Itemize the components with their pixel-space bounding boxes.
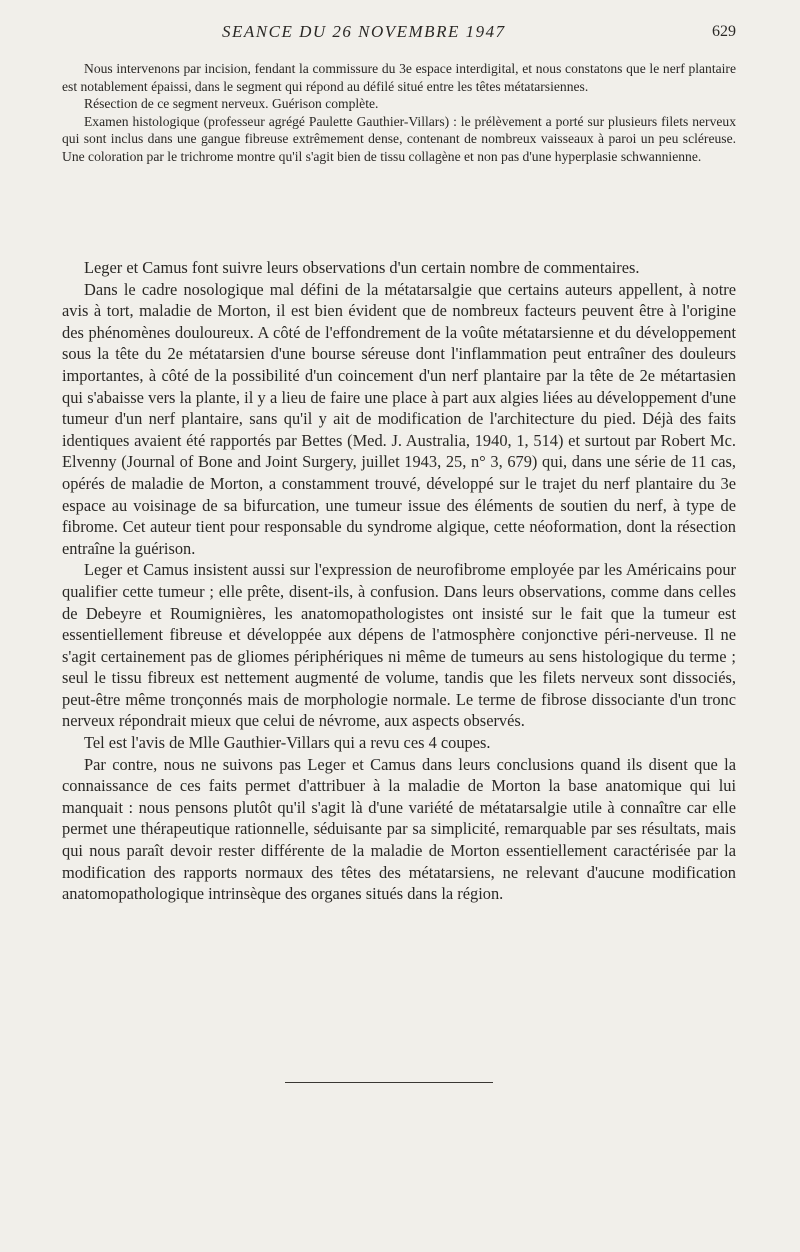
running-header (62, 22, 736, 46)
discussion-paragraph: Leger et Camus insistent aussi sur l'expression de neurofibrome employée par les Américains pour qualifier cette tumeur ; elle prête, disent-ils, à confusion. Dans leurs observations, comme dans celles de Debeyre et Roumignières, les anatomopathologistes ont insisté sur le fait que la tumeur est essentiellement fibreuse et développée aux dépens de l'atmosphère conjonctive péri-nerveuse. Il ne s'agit certainement pas de gliomes périphériques ni même de tumeurs au sens histologique du terme ; seul le tissu fibreux est nettement augmenté de volume, tandis que les filets nerveux sont dissociés, peut-être même tronçonnés mais de morphologie normale. Le terme de fibrose dissociante d'un tronc nerveux répondrait mieux que celui de névrome, aux aspects observés. (62, 560, 736, 731)
discussion-paragraph: Par contre, nous ne suivons pas Leger et Camus dans leurs conclusions quand ils disent que la connaissance de ces faits permet d'attribuer à la maladie de Morton la base anatomique qui lui manquait : nous pensons plutôt qu'il s'agit là d'une variété de métatarsalgie utile à connaître car elle permet une thérapeutique rationnelle, séduisante par sa simplicité, remarquable par ses résultats, mais qui nous paraît devoir rester différente de la maladie de Morton essentiellement caractérisée par la modification des rapports normaux des têtes des métatarsiens, ne relevant d'aucune modification anatomopathologique intrinsèque des organes situés dans la région. (62, 754, 736, 904)
case-report (62, 60, 736, 166)
discussion-paragraph: Dans le cadre nosologique mal défini de la métatarsalgie que certains auteurs appellent, à notre avis à tort, maladie de Morton, il est bien évident que de nombreux facteurs peuvent être à l'origine des phénomènes douloureux. A côté de l'effondrement de la voûte métatarsienne et du développement sous la tête du 2e métatarsien d'une bourse séreuse dont l'inflammation peut entraîner des douleurs importantes, à côté de la possibilité d'un coincement d'un nerf plantaire par la tête de 2e métartasien qui s'abaisse vers la plante, il y a lieu de faire une place à part aux algies liées au développement d'une tumeur d'un nerf plantaire, sans qu'il y ait de modification de l'architecture du pied. Déjà des faits identiques avaient été rapportés par Bettes (Med. J. Australia, 1940, 1, 514) et surtout par Robert Mc. Elvenny (Journal of Bone and Joint Surgery, juillet 1943, 25, n° 3, 679) qui, dans une série de 11 cas, opérés de maladie de Morton, a constamment trouvé, développé sur le trajet du nerf plantaire du 3e espace au voisinage de sa bifurcation, une tumeur issue des éléments de soutien du nerf, à type de fibrome. Cet auteur tient pour responsable du syndrome algique, cette néoformation, dont la résection entraîne la guérison. (62, 279, 736, 558)
section-divider (285, 1082, 493, 1083)
running-title: SEANCE DU 26 NOVEMBRE 1947 (222, 22, 506, 41)
discussion-paragraph: Leger et Camus font suivre leurs observations d'un certain nombre de commentaires. (84, 258, 640, 277)
case-paragraph: Résection de ce segment nerveux. Guérison complète. (84, 96, 379, 112)
case-paragraph: Examen histologique (professeur agrégé Paulette Gauthier-Villars) : le prélèvement a porté sur plusieurs filets nerveux qui sont inclus dans une gangue fibreuse extrêmement dense, contenant de nombreux vaisseaux à paroi un peu scléreuse. Une coloration par le trichrome montre qu'il s'agit bien de tissu collagène et non pas d'une hyperplasie schwannienne. (62, 113, 736, 164)
case-paragraph: Nous intervenons par incision, fendant la commissure du 3e espace interdigital, et nous constatons que le nerf plantaire est notablement épaissi, dans le segment qui répond au défilé situé entre les têtes métatarsiennes. (62, 61, 736, 94)
discussion-paragraph: Tel est l'avis de Mlle Gauthier-Villars qui a revu ces 4 coupes. (84, 733, 491, 753)
discussion (62, 257, 736, 905)
page-number: 629 (712, 23, 736, 40)
